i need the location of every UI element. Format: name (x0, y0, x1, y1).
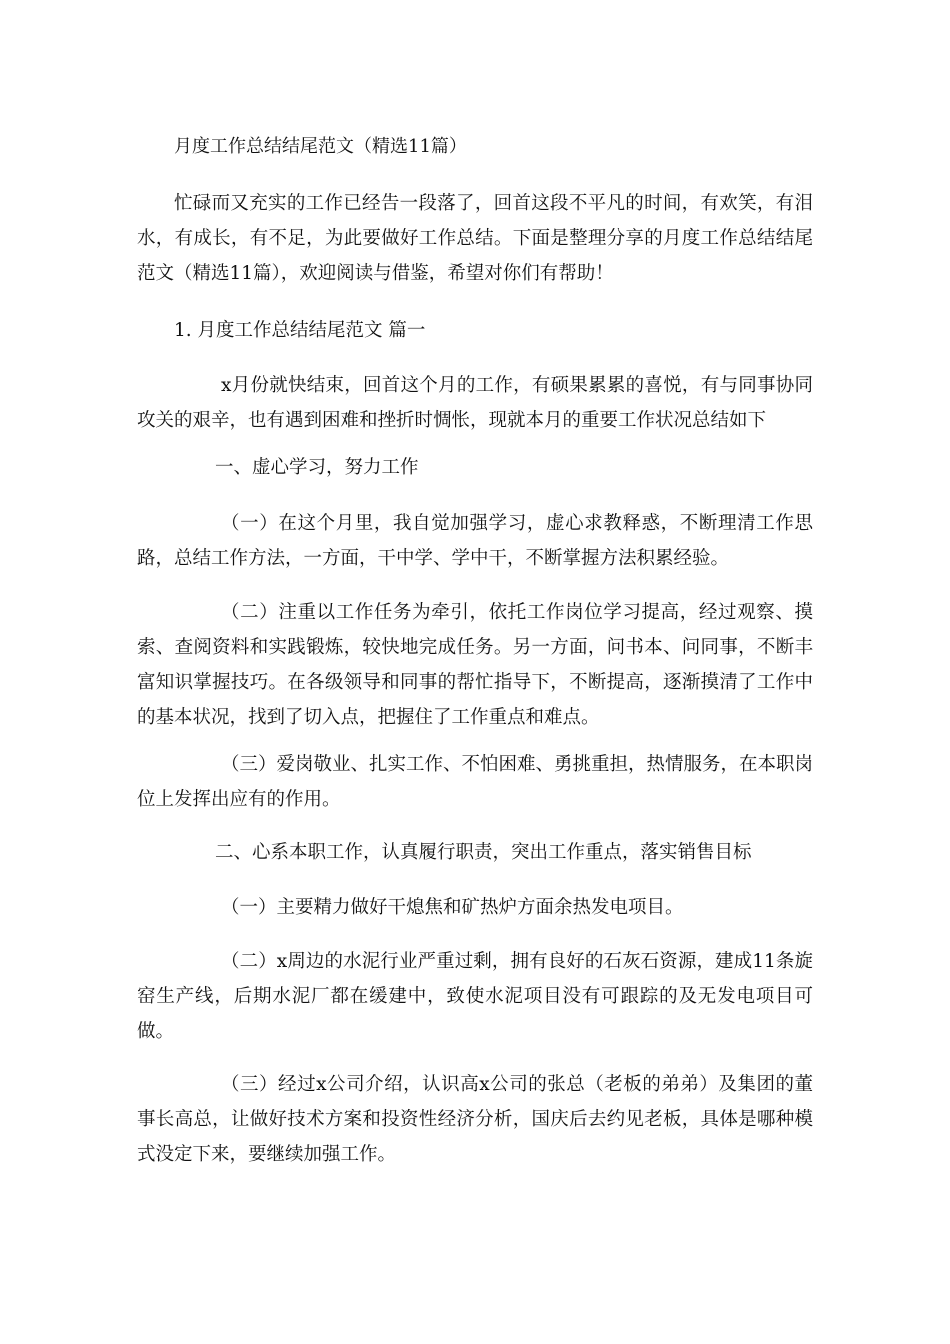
section-2-heading: 二、心系本职工作，认真履行职责，突出工作重点，落实销售目标 (215, 842, 752, 863)
document-title: 月度工作总结结尾范文（精选11篇） (174, 136, 467, 157)
article-heading: 1. 月度工作总结结尾范文 篇一 (174, 320, 426, 341)
section-1-item-1: （一）在这个月里，我自觉加强学习，虚心求教释惑，不断理清工作思路，总结工作方法，一方面，干中学、学中干，不断掌握方法积累经验。 (137, 513, 813, 569)
section-1-heading: 一、虚心学习，努力工作 (215, 457, 419, 478)
section-1-item-2: （二）注重以工作任务为牵引，依托工作岗位学习提高，经过观察、摸索、查阅资料和实践锻炼，较快地完成任务。另一方面，问书本、问同事，不断丰富知识掌握技巧。在各级领导和同事的帮忙指导下，不断提高，逐渐摸清了工作中的基本状况，找到了切入点，把握住了工作重点和难点。 (137, 602, 813, 728)
section-2-item-2: （二）x周边的水泥行业严重过剩，拥有良好的石灰石资源，建成11条旋窑生产线，后期水泥厂都在缓建中，致使水泥项目没有可跟踪的及无发电项目可做。 (137, 951, 813, 1042)
section-2-item-1: （一）主要精力做好干熄焦和矿热炉方面余热发电项目。 (221, 897, 684, 918)
opening-paragraph: x月份就快结束，回首这个月的工作，有硕果累累的喜悦，有与同事协同攻关的艰辛，也有遇到困难和挫折时惆怅，现就本月的重要工作状况总结如下 (137, 375, 813, 431)
intro-paragraph: 忙碌而又充实的工作已经告一段落了，回首这段不平凡的时间，有欢笑，有泪水，有成长，有不足，为此要做好工作总结。下面是整理分享的月度工作总结结尾范文（精选11篇），欢迎阅读与借鉴，希望对你们有帮助！ (137, 193, 813, 284)
section-1-item-3: （三）爱岗敬业、扎实工作、不怕困难、勇挑重担，热情服务，在本职岗位上发挥出应有的作用。 (137, 754, 814, 810)
section-2-item-3: （三）经过x公司介绍，认识高x公司的张总（老板的弟弟）及集团的董事长高总，让做好技术方案和投资性经济分析，国庆后去约见老板，具体是哪种模式没定下来，要继续加强工作。 (137, 1074, 813, 1165)
